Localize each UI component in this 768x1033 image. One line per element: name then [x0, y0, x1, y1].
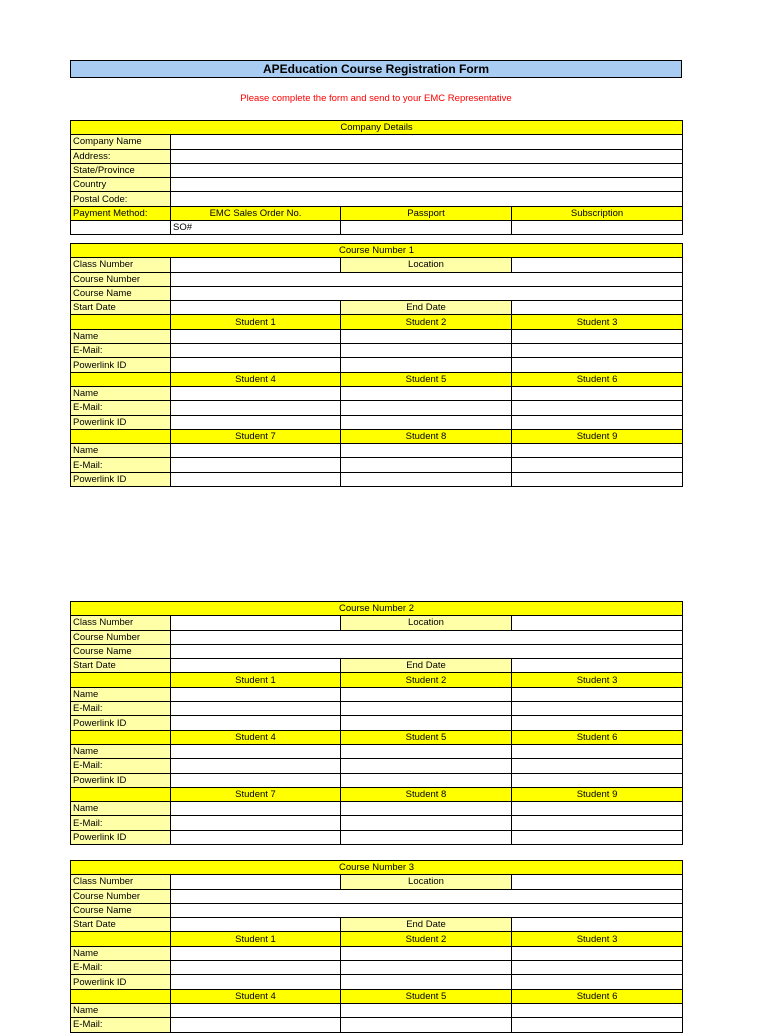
student-6-header: Student 6: [512, 372, 683, 386]
student-name-field[interactable]: [341, 687, 512, 701]
name-label: Name: [71, 329, 171, 343]
student-header-blank: [71, 315, 171, 329]
student-name-field[interactable]: [341, 386, 512, 400]
student-header-blank: [71, 673, 171, 687]
student-powerlink-field[interactable]: [341, 415, 512, 429]
student-powerlink-field[interactable]: [171, 773, 341, 787]
course-number-label: Course Number: [71, 889, 171, 903]
student-header-blank: [71, 372, 171, 386]
student-email-field[interactable]: [341, 961, 512, 975]
student-8-header: Student 8: [341, 429, 512, 443]
address-field[interactable]: [171, 149, 683, 163]
form-instruction: Please complete the form and send to your EMC Representative: [240, 93, 512, 104]
student-3-header: Student 3: [512, 932, 683, 946]
course-3-table: [70, 860, 683, 1033]
student-5-header: Student 5: [341, 372, 512, 386]
company-name-label: Company Name: [71, 135, 171, 149]
state-field[interactable]: [171, 163, 683, 177]
location-label: Location: [341, 875, 512, 889]
student-name-field[interactable]: [341, 329, 512, 343]
postal-code-label: Postal Code:: [71, 192, 171, 206]
course-header: Course Number 2: [71, 602, 683, 616]
company-name-field[interactable]: [171, 135, 683, 149]
student-email-field[interactable]: [171, 1018, 341, 1032]
sales-order-field[interactable]: SO#: [171, 221, 341, 235]
student-powerlink-field[interactable]: [171, 830, 341, 844]
course-name-label: Course Name: [71, 903, 171, 917]
student-name-field[interactable]: [341, 1003, 512, 1017]
student-name-field[interactable]: [512, 386, 683, 400]
student-email-field[interactable]: [341, 344, 512, 358]
student-powerlink-field[interactable]: [512, 773, 683, 787]
name-label: Name: [71, 946, 171, 960]
class-number-field[interactable]: [171, 616, 341, 630]
student-1-header: Student 1: [171, 932, 341, 946]
student-email-field[interactable]: [512, 702, 683, 716]
form-title: APEducation Course Registration Form: [70, 60, 682, 78]
student-name-field[interactable]: [341, 946, 512, 960]
student-name-field[interactable]: [171, 946, 341, 960]
student-9-header: Student 9: [512, 429, 683, 443]
student-1-header: Student 1: [171, 673, 341, 687]
student-powerlink-field[interactable]: [171, 975, 341, 989]
student-name-field[interactable]: [341, 744, 512, 758]
class-number-field[interactable]: [171, 258, 341, 272]
passport-header: Passport: [341, 206, 512, 220]
student-powerlink-field[interactable]: [171, 415, 341, 429]
student-email-field[interactable]: [171, 458, 341, 472]
name-label: Name: [71, 744, 171, 758]
start-date-label: Start Date: [71, 301, 171, 315]
end-date-field[interactable]: [512, 301, 683, 315]
class-number-label: Class Number: [71, 258, 171, 272]
student-name-field[interactable]: [512, 329, 683, 343]
end-date-field[interactable]: [512, 918, 683, 932]
end-date-field[interactable]: [512, 659, 683, 673]
start-date-label: Start Date: [71, 659, 171, 673]
student-name-field[interactable]: [341, 802, 512, 816]
course-1-table: [70, 243, 683, 487]
email-label: E-Mail:: [71, 816, 171, 830]
student-name-field[interactable]: [512, 802, 683, 816]
end-date-label: End Date: [341, 659, 512, 673]
student-email-field[interactable]: [341, 759, 512, 773]
student-powerlink-field[interactable]: [341, 773, 512, 787]
student-email-field[interactable]: [341, 816, 512, 830]
student-powerlink-field[interactable]: [341, 975, 512, 989]
student-powerlink-field[interactable]: [512, 975, 683, 989]
course-number-field[interactable]: [171, 889, 683, 903]
student-email-field[interactable]: [512, 759, 683, 773]
student-name-field[interactable]: [171, 444, 341, 458]
student-email-field[interactable]: [512, 401, 683, 415]
powerlink-label: Powerlink ID: [71, 415, 171, 429]
student-name-field[interactable]: [512, 946, 683, 960]
student-header-blank: [71, 932, 171, 946]
email-label: E-Mail:: [71, 961, 171, 975]
student-powerlink-field[interactable]: [512, 415, 683, 429]
course-number-label: Course Number: [71, 272, 171, 286]
powerlink-label: Powerlink ID: [71, 358, 171, 372]
postal-code-field[interactable]: [171, 192, 683, 206]
location-label: Location: [341, 616, 512, 630]
course-header: Course Number 3: [71, 861, 683, 875]
start-date-field[interactable]: [171, 918, 341, 932]
student-email-field[interactable]: [171, 401, 341, 415]
course-number-label: Course Number: [71, 630, 171, 644]
student-powerlink-field[interactable]: [512, 358, 683, 372]
student-name-field[interactable]: [171, 1003, 341, 1017]
student-name-field[interactable]: [171, 744, 341, 758]
student-email-field[interactable]: [171, 759, 341, 773]
student-header-blank: [71, 730, 171, 744]
student-name-field[interactable]: [512, 1003, 683, 1017]
student-name-field[interactable]: [171, 687, 341, 701]
student-name-field[interactable]: [171, 329, 341, 343]
start-date-field[interactable]: [171, 659, 341, 673]
student-email-field[interactable]: [512, 344, 683, 358]
student-header-blank: [71, 787, 171, 801]
student-powerlink-field[interactable]: [341, 830, 512, 844]
student-8-header: Student 8: [341, 787, 512, 801]
name-label: Name: [71, 444, 171, 458]
email-label: E-Mail:: [71, 401, 171, 415]
student-powerlink-field[interactable]: [171, 472, 341, 486]
student-powerlink-field[interactable]: [341, 472, 512, 486]
student-3-header: Student 3: [512, 315, 683, 329]
course-2-table: [70, 601, 683, 845]
student-2-header: Student 2: [341, 932, 512, 946]
student-3-header: Student 3: [512, 673, 683, 687]
student-7-header: Student 7: [171, 429, 341, 443]
student-email-field[interactable]: [341, 458, 512, 472]
course-name-field[interactable]: [171, 903, 683, 917]
student-4-header: Student 4: [171, 372, 341, 386]
email-label: E-Mail:: [71, 702, 171, 716]
student-powerlink-field[interactable]: [512, 716, 683, 730]
student-name-field[interactable]: [341, 444, 512, 458]
email-label: E-Mail:: [71, 458, 171, 472]
student-email-field[interactable]: [341, 702, 512, 716]
student-email-field[interactable]: [512, 816, 683, 830]
end-date-label: End Date: [341, 918, 512, 932]
student-powerlink-field[interactable]: [341, 716, 512, 730]
location-field[interactable]: [512, 258, 683, 272]
course-name-field[interactable]: [171, 644, 683, 658]
student-5-header: Student 5: [341, 730, 512, 744]
student-6-header: Student 6: [512, 989, 683, 1003]
student-4-header: Student 4: [171, 989, 341, 1003]
payment-blank-cell: [71, 221, 171, 235]
class-number-label: Class Number: [71, 875, 171, 889]
powerlink-label: Powerlink ID: [71, 716, 171, 730]
student-powerlink-field[interactable]: [171, 716, 341, 730]
course-name-label: Course Name: [71, 286, 171, 300]
student-header-blank: [71, 429, 171, 443]
powerlink-label: Powerlink ID: [71, 773, 171, 787]
student-email-field[interactable]: [171, 816, 341, 830]
country-field[interactable]: [171, 178, 683, 192]
student-email-field[interactable]: [341, 401, 512, 415]
student-email-field[interactable]: [512, 458, 683, 472]
student-name-field[interactable]: [512, 687, 683, 701]
student-6-header: Student 6: [512, 730, 683, 744]
student-powerlink-field[interactable]: [171, 358, 341, 372]
subscription-field[interactable]: [512, 221, 683, 235]
company-details-header: Company Details: [71, 121, 683, 135]
start-date-label: Start Date: [71, 918, 171, 932]
student-1-header: Student 1: [171, 315, 341, 329]
student-email-field[interactable]: [512, 1018, 683, 1032]
address-label: Address:: [71, 149, 171, 163]
class-number-field[interactable]: [171, 875, 341, 889]
course-number-field[interactable]: [171, 272, 683, 286]
email-label: E-Mail:: [71, 1018, 171, 1032]
student-2-header: Student 2: [341, 315, 512, 329]
country-label: Country: [71, 178, 171, 192]
email-label: E-Mail:: [71, 759, 171, 773]
student-powerlink-field[interactable]: [341, 358, 512, 372]
powerlink-label: Powerlink ID: [71, 472, 171, 486]
student-email-field[interactable]: [341, 1018, 512, 1032]
powerlink-label: Powerlink ID: [71, 830, 171, 844]
student-name-field[interactable]: [171, 802, 341, 816]
student-email-field[interactable]: [171, 961, 341, 975]
student-4-header: Student 4: [171, 730, 341, 744]
powerlink-label: Powerlink ID: [71, 975, 171, 989]
student-5-header: Student 5: [341, 989, 512, 1003]
course-header: Course Number 1: [71, 244, 683, 258]
emc-sales-order-header: EMC Sales Order No.: [171, 206, 341, 220]
class-number-label: Class Number: [71, 616, 171, 630]
student-name-field[interactable]: [171, 386, 341, 400]
student-powerlink-field[interactable]: [512, 472, 683, 486]
student-7-header: Student 7: [171, 787, 341, 801]
student-9-header: Student 9: [512, 787, 683, 801]
email-label: E-Mail:: [71, 344, 171, 358]
company-details-table: [70, 120, 683, 235]
name-label: Name: [71, 1003, 171, 1017]
passport-field[interactable]: [341, 221, 512, 235]
student-2-header: Student 2: [341, 673, 512, 687]
course-number-field[interactable]: [171, 630, 683, 644]
course-name-label: Course Name: [71, 644, 171, 658]
start-date-field[interactable]: [171, 301, 341, 315]
student-name-field[interactable]: [512, 744, 683, 758]
location-field[interactable]: [512, 875, 683, 889]
location-field[interactable]: [512, 616, 683, 630]
course-name-field[interactable]: [171, 286, 683, 300]
subscription-header: Subscription: [512, 206, 683, 220]
location-label: Location: [341, 258, 512, 272]
payment-method-label: Payment Method:: [71, 206, 171, 220]
student-powerlink-field[interactable]: [512, 830, 683, 844]
student-email-field[interactable]: [171, 344, 341, 358]
student-name-field[interactable]: [512, 444, 683, 458]
end-date-label: End Date: [341, 301, 512, 315]
student-header-blank: [71, 989, 171, 1003]
student-email-field[interactable]: [171, 702, 341, 716]
state-label: State/Province: [71, 163, 171, 177]
name-label: Name: [71, 687, 171, 701]
name-label: Name: [71, 386, 171, 400]
student-email-field[interactable]: [512, 961, 683, 975]
name-label: Name: [71, 802, 171, 816]
